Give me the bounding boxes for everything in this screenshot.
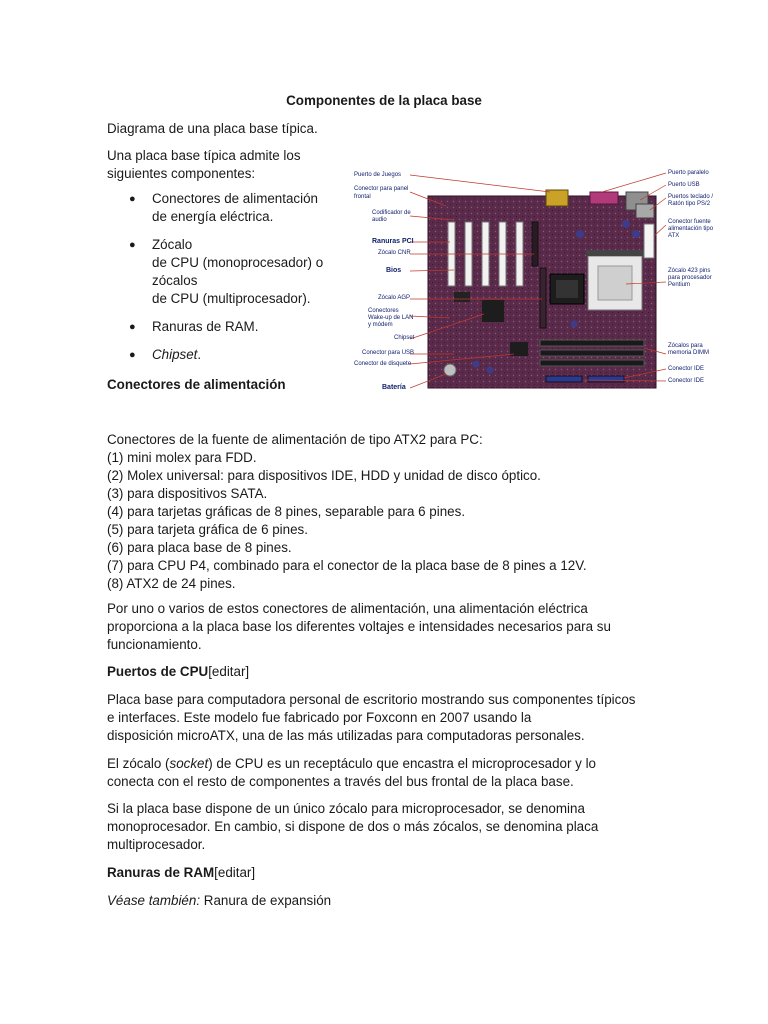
diagram-label-bios: Bios [386,267,402,274]
power-paragraph [107,600,727,654]
supports-text-line-2: siguientes componentes: [107,166,256,181]
paragraph-line: e interfaces. Este modelo fue fabricado por Foxconn en 2007 usando la [107,710,532,725]
diagram-label-audio: Codificador de [372,210,411,216]
see-also-label: Véase también: [107,893,201,908]
diagram-label-zocalo423-2: para procesador [668,275,712,281]
list-item: (2) Molex universal: para dispositivos IDE, HDD y unidad de disco óptico. [107,468,541,483]
diagram-label-teclado-2: Ratón tipo PS/2 [668,201,711,207]
section-heading-text: Ranuras de RAM [107,865,215,880]
paragraph-line: Placa base para computadora personal de escritorio mostrando sus componentes típicos [107,692,636,707]
list-item [107,346,347,364]
paragraph-line: multiprocesador. [107,837,206,852]
list-item-text: Chipset [152,347,198,362]
list-item: (4) para tarjetas gráficas de 8 pines, separable para 6 pines. [107,504,466,519]
list-item-text: Zócalo [152,237,193,252]
paragraph-line: funcionamiento. [107,637,202,652]
bullet-icon: ● [129,239,136,251]
diagram-label-panel: Conector para panel [354,186,409,192]
bullet-icon: ● [129,349,136,361]
paragraph-line: disposición microATX, una de las más utilizadas para computadoras personales. [107,728,585,743]
diagram-label-wake-2: Wake-up de LAN [368,315,414,321]
diagram-label-wake-3: y módem [368,322,393,328]
diagram-label-fuente-2: alimentación tipo [668,226,714,232]
cpu-paragraph-2 [107,755,727,791]
diagram-label-ide: Conector IDE [668,366,705,372]
page-title: Componentes de la placa base [286,93,482,108]
components-list [107,190,347,364]
power-connector-list [107,431,727,593]
see-also [107,892,331,910]
diagram-label-teclado: Puertos teclado / [668,194,714,200]
cpu-paragraph-3 [107,800,727,854]
diagram-label-usb-connector: Conector para USB [362,350,415,356]
edit-link[interactable]: [editar] [214,865,256,880]
list-item: (5) para tarjeta gráfica de 6 pines. [107,522,308,537]
diagram-label-pci: Ranuras PCI [372,238,414,245]
list-item-text: de energía eléctrica. [152,209,274,224]
edit-link[interactable]: [editar] [208,664,250,679]
diagram-label-dimm-2: memoria DIMM [668,350,710,356]
list-item: (8) ATX2 de 24 pines. [107,576,236,591]
diagram-label-dimm: Zócalos para [668,343,703,349]
diagram-label-fuente-3: ATX [668,233,680,239]
list-item-text: . [197,347,202,362]
socket-term: socket [169,756,209,771]
paragraph-line: proporciona a la placa base los diferentes voltajes e intensidades necesarios para su [107,619,611,634]
diagram-label-agp: Zócalo AGP [378,295,411,301]
see-also-link[interactable]: Ranura de expansión [203,893,332,908]
diagram-label-fuente: Conector fuente [668,219,711,225]
diagram-label-ide-2: Conector IDE [668,378,705,384]
paragraph-line: conecta con el resto de componentes a través del bus frontal de la placa base. [107,774,574,789]
bullet-icon: ● [129,321,136,333]
diagram-label-wake: Conectores [368,308,399,314]
diagram-label-juegos: Puerto de Juegos [354,172,402,178]
diagram-label-paralelo: Puerto paralelo [668,170,709,176]
diagram-label-cnr: Zócalo CNR [378,250,411,256]
list-item: (3) para dispositivos SATA. [107,486,268,501]
paragraph-line: monoprocesador. En cambio, si dispone de dos o más zócalos, se denomina placa [107,819,599,834]
intro-text: Diagrama de una placa base típica. [107,121,318,136]
diagram-label-bateria: Batería [382,384,406,391]
paragraph-line: Si la placa base dispone de un único zócalo para microprocesador, se denomina [107,801,585,816]
diagram-label-chipset: Chipset [394,335,415,341]
diagram-label-panel-2: frontal [354,194,371,200]
list-item: (7) para CPU P4, combinado para el conector de la placa base de 8 pines a 12V. [107,558,587,573]
diagram-label-zocalo423-3: Pentium [668,282,691,288]
list-item-text: Conectores de alimentación [152,191,318,206]
diagram-label-disquete: Conector de disquete [354,361,412,367]
text-span: ) de CPU es un receptáculo que encastra el microprocesador y lo [208,756,596,771]
bullet-icon: ● [129,193,136,205]
list-item: (1) mini molex para FDD. [107,450,257,465]
list-item [107,318,347,336]
diagram-label-zocalo423: Zócalo 423 pins [668,268,711,274]
list-item-text: Ranuras de RAM. [152,319,259,334]
paragraph-line [107,755,727,773]
list-item-text: de CPU (monoprocesador) o [152,255,324,270]
list-item-text: de CPU (multiprocesador). [152,291,311,306]
section-heading-ram [107,864,255,882]
section-heading-text: Puertos de CPU [107,664,209,679]
list-item-text: zócalos [152,273,198,288]
text-span: El zócalo ( [107,756,170,771]
list-item: (6) para placa base de 8 pines. [107,540,292,555]
diagram-label-usb: Puerto USB [668,182,700,188]
paragraph-line: Por uno o varios de estos conectores de alimentación, una alimentación eléctrica [107,601,588,616]
supports-text-line-1: Una placa base típica admite los [107,148,301,163]
cpu-paragraph-1 [107,691,727,745]
list-item [107,190,347,226]
motherboard-diagram [350,164,735,396]
diagram-label-audio-2: audio [372,217,387,223]
section-heading-power: Conectores de alimentación [107,377,286,392]
section-heading-cpu [107,663,249,681]
list-item [107,236,347,308]
list-item: Conectores de la fuente de alimentación de tipo ATX2 para PC: [107,432,483,447]
